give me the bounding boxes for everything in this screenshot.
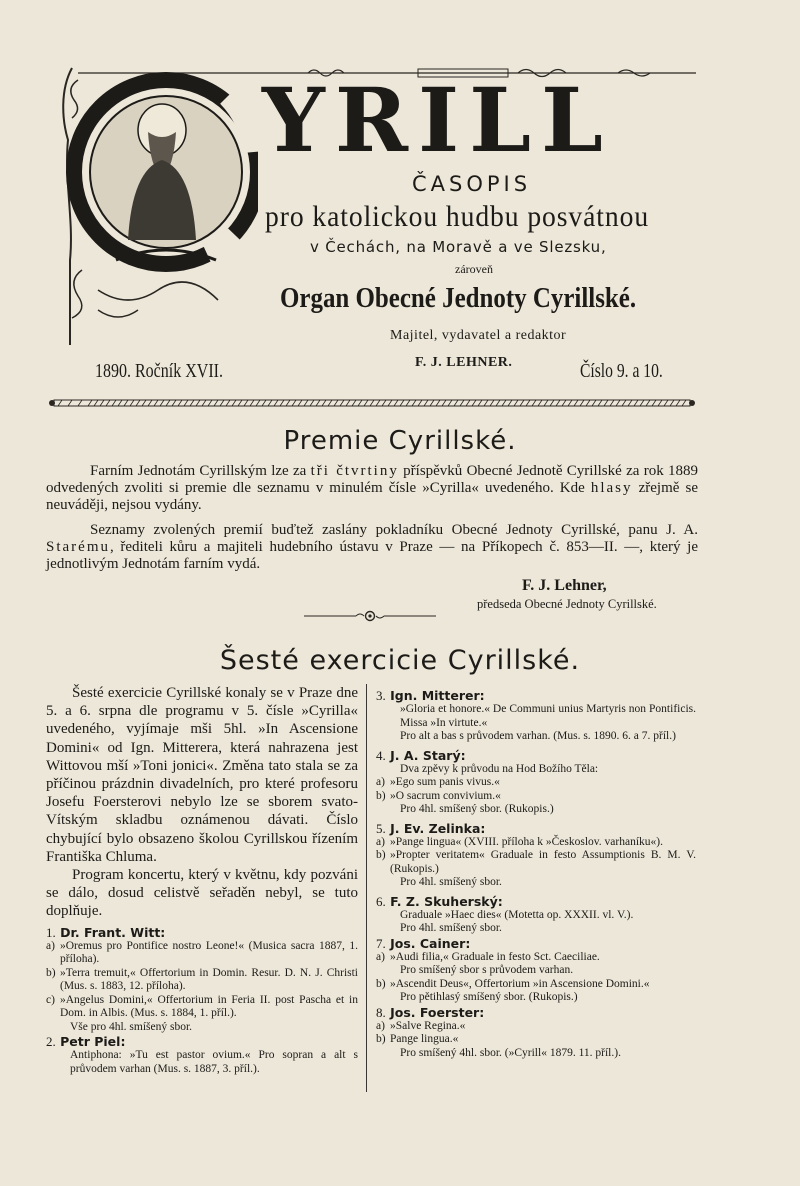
entry-6-heading: 6. F. Z. Skuherský: bbox=[376, 893, 503, 909]
masthead-publisher-label: Majitel, vydavatel a redaktor bbox=[390, 328, 567, 343]
entry-5-heading: 5. J. Ev. Zelinka: bbox=[376, 820, 486, 836]
premie-paragraph-2: Seznamy zvolených premií buďtež zaslány pokladníku Obecné Jednoty Cyrillské, panu J. A. Starému, řediteli kůru a majiteli hudebního ústavu v Praze — na Příkopech č. 853—II. —, který je jednotlivým Jednotám farním vydá. bbox=[46, 522, 698, 572]
masthead-regions: v Čechách, na Moravě a ve Slezsku, bbox=[310, 238, 607, 256]
fleuron-divider-icon bbox=[300, 609, 440, 623]
masthead-title: YRILL bbox=[262, 68, 613, 172]
entry-5-item-b: b) »Propter veritatem« Graduale in festo Assumptionis B. M. V. (Rukopis.) bbox=[376, 849, 696, 875]
entry-7-item-b: b) »Ascendit Deus«, Offertorium »in Ascensione Domini.« bbox=[376, 977, 650, 990]
masthead-issue: Číslo 9. a 10. bbox=[580, 360, 663, 382]
left-column bbox=[46, 684, 358, 1076]
column-divider bbox=[366, 684, 367, 1092]
masthead-zaroven: zároveň bbox=[455, 262, 493, 276]
exercicie-intro-2: Program koncertu, který v květnu, kdy pozváni se dálo, dosud celistvě seřaděn nebyl, se tuto doplňuje. bbox=[46, 867, 358, 920]
entry-4-item-a: a) »Ego sum panis vivus.« bbox=[376, 776, 500, 788]
entry-5-item-a: a) »Pange lingua« (XVIII. příloha k »Českoslov. varhaníku«). bbox=[376, 835, 663, 848]
right-column bbox=[376, 688, 696, 1060]
entry-6-note: Pro 4hl. smíšený sbor. bbox=[400, 922, 502, 934]
signature-name: F. J. Lehner, bbox=[522, 577, 607, 594]
entry-7-item-a: a) »Audi filia,« Graduale in festo Sct. Caeciliae. bbox=[376, 950, 600, 963]
entry-4-heading: 4. J. A. Starý: bbox=[376, 747, 466, 763]
entry-6-text: Graduale »Haec dies« (Motetta op. XXXII. vl. V.). bbox=[400, 908, 634, 921]
masthead-tagline: pro katolickou hudbu posvátnou bbox=[265, 200, 650, 233]
masthead-editor: F. J. LEHNER. bbox=[415, 355, 513, 370]
entry-3-text: »Gloria et honore.« De Communi unius Martyris non Pontificis. Missa »In virtute.« bbox=[400, 703, 696, 729]
masthead-organ: Organ Obecné Jednoty Cyrillské. bbox=[280, 282, 637, 314]
signature-role: předseda Obecné Jednoty Cyrillské. bbox=[477, 597, 657, 611]
entry-2-heading: 2. Petr Piel: bbox=[46, 1034, 126, 1050]
entry-1-item-c: c) »Angelus Domini,« Offertorium in Feria II. post Pascha et in Dom. in Albis. (Mus. s. 1884, 1. příl.). bbox=[46, 993, 358, 1020]
masthead-subtitle: ČASOPIS bbox=[412, 172, 532, 196]
premie-paragraph-1: Farním Jednotám Cyrillským lze za tři čtvrtiny příspěvků Obecné Jednotě Cyrillské za rok 1889 odvedených zvoliti si premie dle seznamu v minulém čísle »Cyrilla« uvedeného. Kde hlasy zřejmě se neuváději, nejsou vydány. bbox=[46, 463, 698, 513]
entry-1-heading: 1. Dr. Frant. Witt: bbox=[46, 924, 166, 940]
entry-8-item-a: a) »Salve Regina.« bbox=[376, 1019, 466, 1032]
entry-1-item-b: b) »Terra tremuit,« Offertorium in Domin. Resur. D. N. J. Christi (Mus. s. 1883, 12. příloha). bbox=[46, 966, 358, 993]
entry-4-note: Pro 4hl. smíšený sbor. (Rukopis.) bbox=[400, 803, 554, 815]
entry-7-item-b-note: Pro pětihlasý smíšený sbor. (Rukopis.) bbox=[400, 991, 578, 1003]
entry-1-note: Vše pro 4hl. smíšený sbor. bbox=[70, 1020, 193, 1033]
entry-7-heading: 7. Jos. Cainer: bbox=[376, 935, 471, 951]
exercicie-heading: Šesté exercicie Cyrillské. bbox=[219, 645, 581, 676]
exercicie-intro-1: Šesté exercicie Cyrillské konaly se v Praze dne 5. a 6. srpna dle programu v 5. čísle »Cyrilla« uvedeného, vyjímaje mši 5hl. »In Ascensione Domini« od Ign. Mitterera, která nahrazena jest Wittovou mší »Toni jonici«. Změna tato stala se za příčinou prázdnin divadelních, pro které profesoru Josefu Foersterovi nebylo lze se sborem svato-Vítským skladbu oznámenou dávati. Číslo chybující bylo obsazeno školou Cyrillskou řízením Františka Chluma. bbox=[46, 685, 358, 865]
entry-3-heading: 3. Ign. Mitterer: bbox=[376, 688, 485, 703]
saint-portrait-initial-c-icon bbox=[58, 60, 258, 350]
entry-8-heading: 8. Jos. Foerster: bbox=[376, 1004, 485, 1020]
entry-5-note: Pro 4hl. smíšený sbor. bbox=[400, 876, 502, 888]
premie-heading: Premie Cyrillské. bbox=[283, 426, 517, 456]
entry-4-item-b: b) »O sacrum convivium.« bbox=[376, 789, 501, 802]
masthead-year: 1890. Ročník XVII. bbox=[95, 360, 223, 382]
entry-4-text: Dva zpěvy k průvodu na Hod Božího Těla: bbox=[400, 762, 599, 775]
entry-8-item-b: b) Pange lingua.« bbox=[376, 1033, 459, 1045]
masthead-rule bbox=[48, 398, 696, 408]
entry-3-note: Pro alt a bas s průvodem varhan. (Mus. s. 1890. 6. a 7. příl.) bbox=[400, 730, 676, 742]
entry-1-item-a: a) »Oremus pro Pontifice nostro Leone!« (Musica sacra 1887, 1. příloha). bbox=[46, 939, 358, 966]
entry-7-item-a-note: Pro smíšený sbor s průvodem varhan. bbox=[400, 964, 574, 976]
entry-2-text: Antiphona: »Tu est pastor ovium.« Pro sopran a alt s průvodem varhan (Mus. s. 1887, 3. příl.). bbox=[70, 1049, 358, 1075]
entry-8-note: Pro smíšený 4hl. sbor. (»Cyrill« 1879. 11. příl.). bbox=[400, 1046, 621, 1059]
